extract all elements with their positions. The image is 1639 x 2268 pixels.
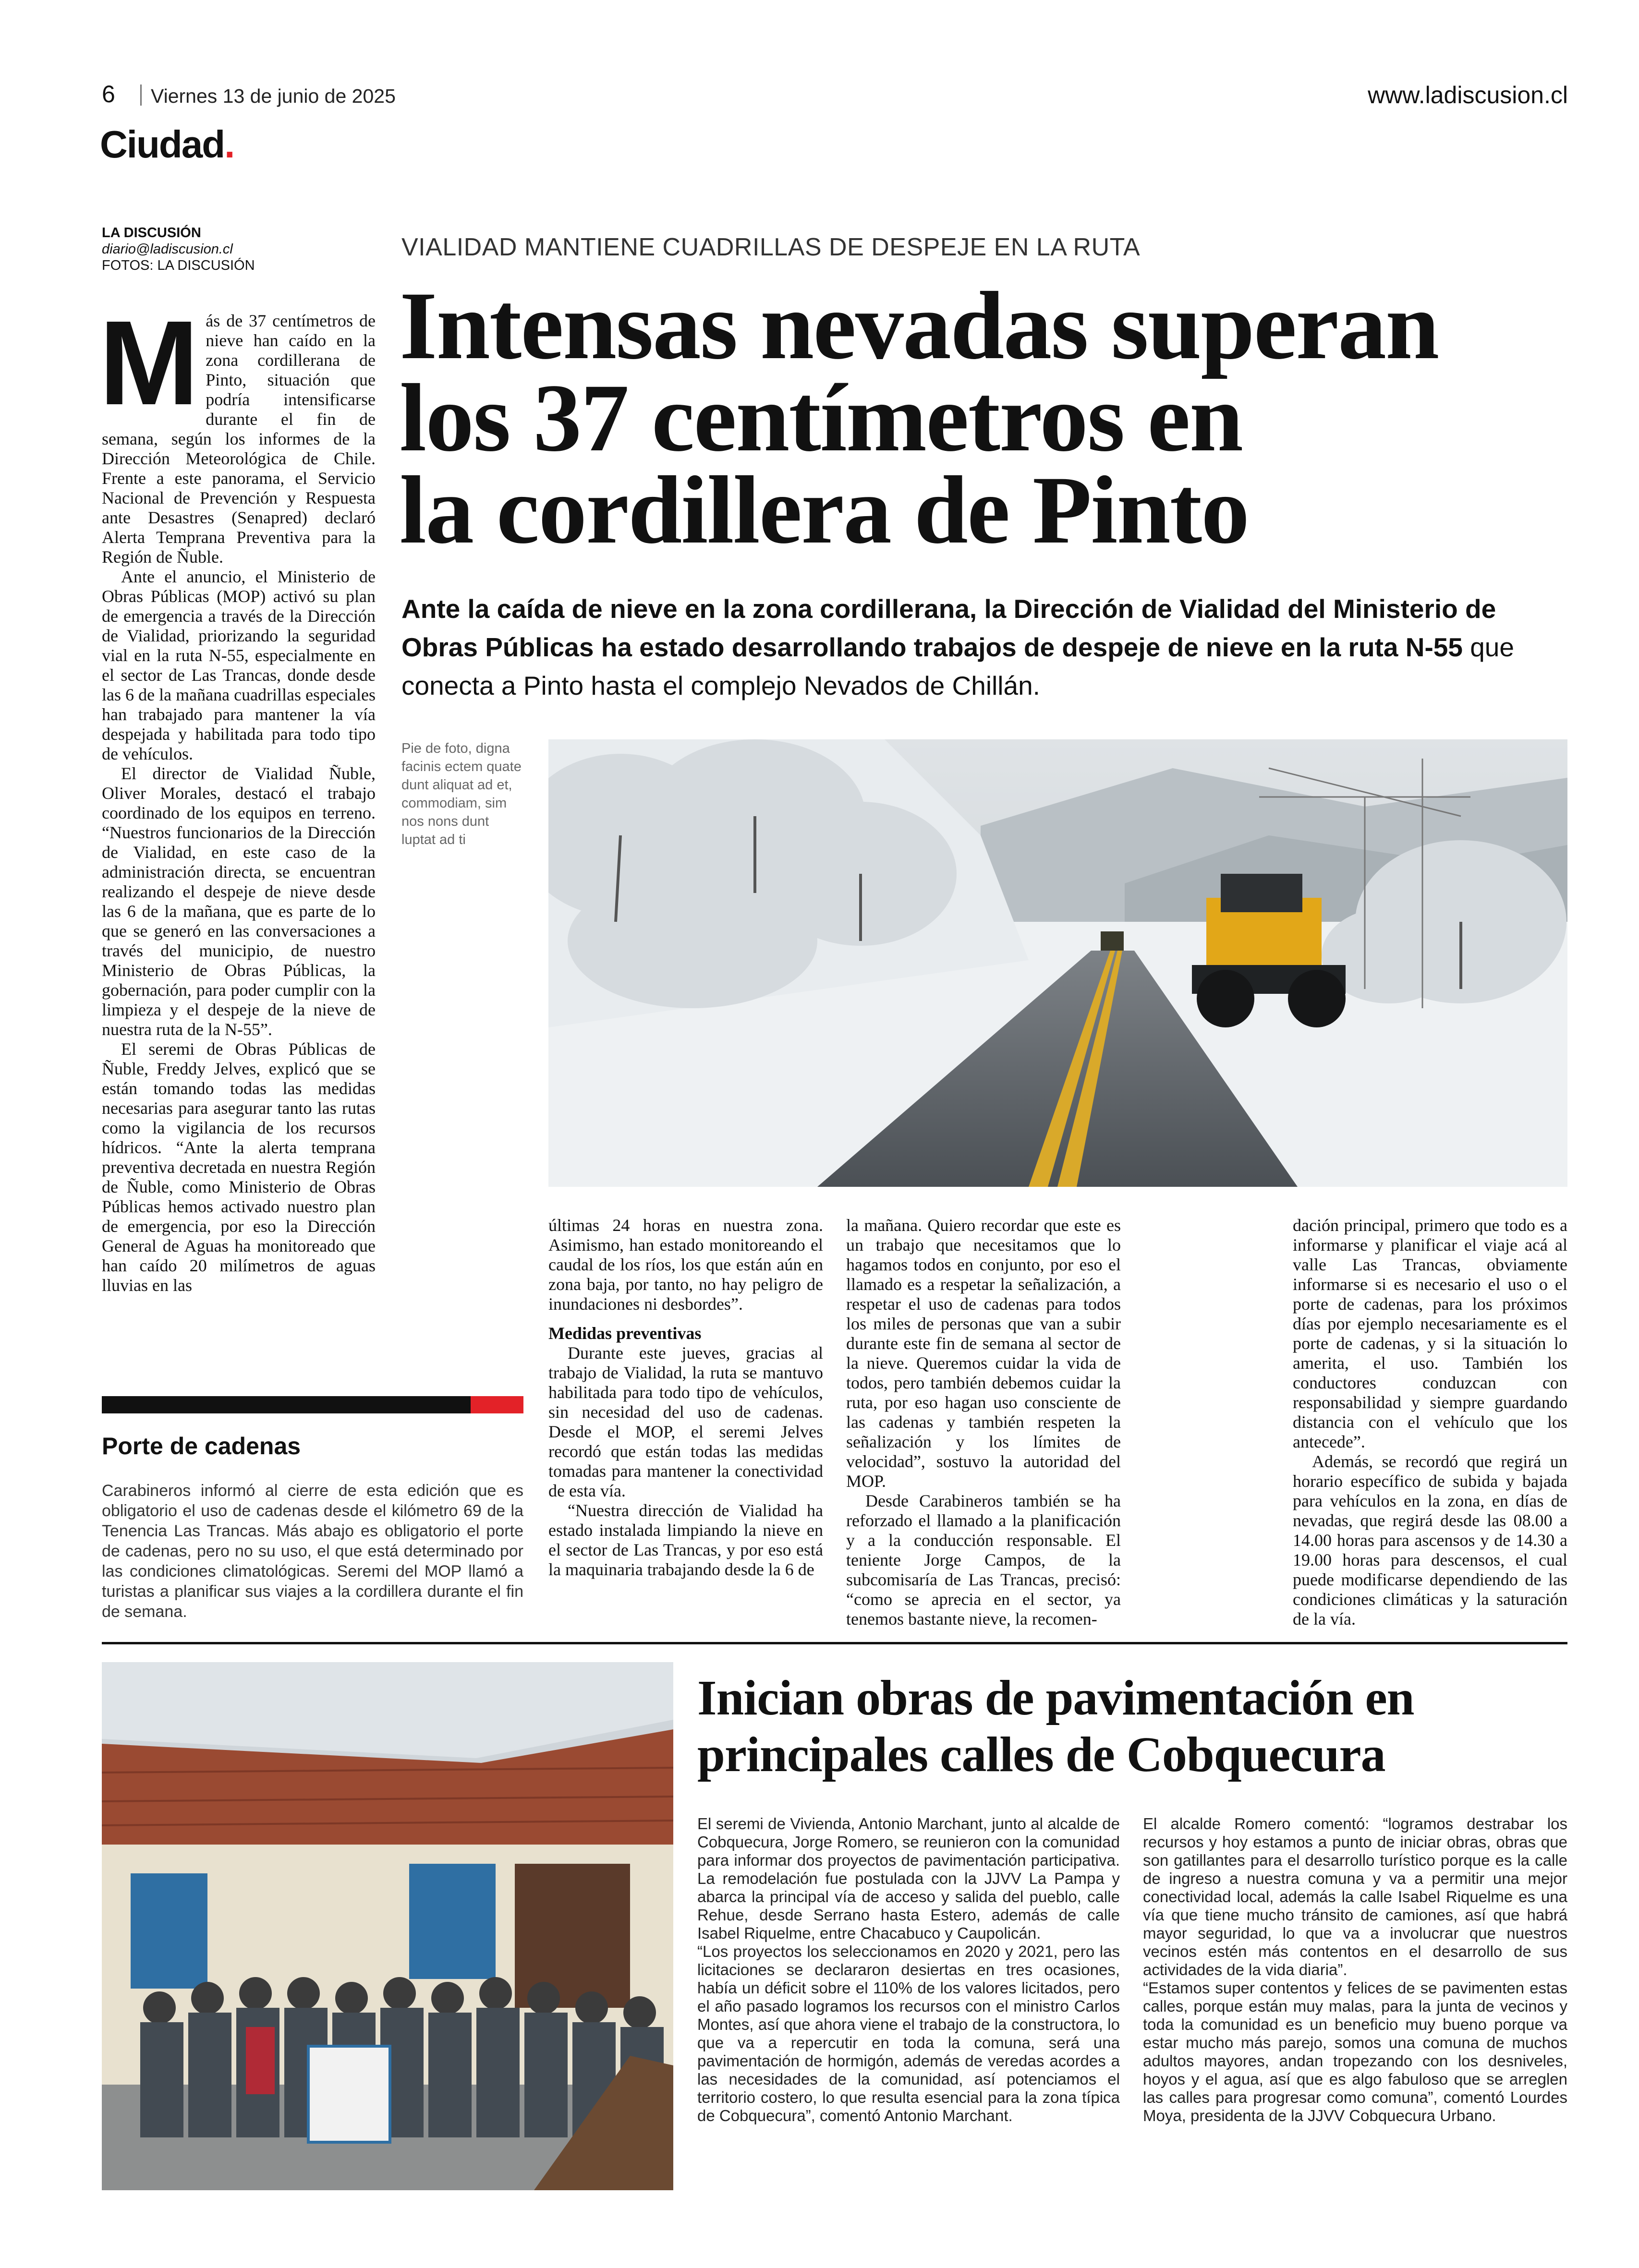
col4-paragraph-2: Además, se recordó que regirá un horario específico de subida y bajada para vehículos en la zona, en días de nevadas, que regirá desde las 08.00 a 14.00 horas para ascensos y de 14.30 a 19.00 horas para descensos, el cual puede modificarse dependiendo de las condiciones climáticas y la saturación de la vía. [1293, 1452, 1567, 1629]
lead-bold: Ante la caída de nieve en la zona cordillerana, la Dirección de Vialidad del Ministerio de Obras Públicas ha estado desarrollando trabajos de despeje de nieve en la ruta N-55 [401, 594, 1496, 662]
second-col1-paragraph-1: El seremi de Vivienda, Antonio Marchant, junto al alcalde de Cobquecura, Jorge Romero, se reunieron con la comunidad para informar dos proyectos de pavimentación participativa. La remodelación fue postulada con la JJVV La Pampa y abarca la principal vía de acceso y salida del pueblo, calle Rehue, desde Serrano hasta Estero, además de calle Isabel Riquelme, entre Chacabuco y Caupolicán. [697, 1815, 1120, 1942]
second-photo [102, 1662, 673, 2190]
page-number: 6 [102, 81, 115, 108]
col1-paragraph-4: El seremi de Obras Públicas de Ñuble, Freddy Jelves, explicó que se están tomando todas las medidas necesarias para asegurar tanto las rutas como la vigilancia de los recursos hídricos. “Ante la alerta temprana preventiva decretada en nuestra Región de Ñuble, como Ministerio de Obras Públicas hemos activado nuestro plan de emergencia, por eso la Dirección General de Aguas ha monitoreado que han caído 20 milímetros de aguas lluvias en las [102, 1039, 376, 1295]
article-column-2 [548, 1216, 823, 1580]
col2-subhead: Medidas preventivas [548, 1324, 702, 1343]
second-col1-paragraph-2: “Los proyectos los seleccionamos en 2020 y 2021, pero las licitaciones se declararon desiertas en tres ocasiones, había un déficit sobre el 110% de los valores licitados, pero el año pasado logramos los recursos con el ministro Carlos Montes, así que ahora viene el trabajo de la constructora, lo que va a repercutir en toda la comuna, será una pavimentación de hormigón, además de veredas acordes a las necesidades de la comunidad, así potenciamos el territorio costero, lo que resulta esencial para la zona típica de Cobquecura”, comentó Antonio Marchant. [697, 1942, 1120, 2124]
second-headline-line-1: Inician obras de pavimentación en [697, 1670, 1414, 1725]
col1-first-paragraph: ás de 37 centímetros de nieve han caído en la zona cordillerana de Pinto, situación que podría intensificarse durante el fin de semana, según los informes de la Dirección Meteorológica de Chile. Frente a este panorama, el Servicio Nacional de Prevención y Respuesta ante Desastres (Senapred) declaró Alerta Temprana Preventiva para la Región de Ñuble. [102, 311, 376, 567]
article-kicker: VIALIDAD MANTIENE CUADRILLAS DE DESPEJE EN LA RUTA [401, 233, 1141, 261]
article-lead [401, 590, 1564, 705]
sidebar-title: Porte de cadenas [102, 1433, 301, 1460]
col1-paragraph-3: El director de Vialidad Ñuble, Oliver Morales, destacó el trabajo coordinado de los equipos en terreno. “Nuestros funcionarios de la Dirección de Vialidad, en este caso de la administración directa, se encuentran realizando el despeje de nieve desde las 6 de la mañana, que es parte de lo que se generó en las conversaciones a través del municipio, de nuestro Ministerio de Obras Públicas, la gobernación, para poder cumplir con la limpieza y el despeje de la nieve de nuestra ruta de la N-55”. [102, 764, 376, 1039]
col2-paragraph-3: “Nuestra dirección de Vialidad ha estado instalada limpiando la nieve en el sector de Las Trancas, y por eso está la maquinaria trabajando desde la 6 de [548, 1501, 823, 1579]
byline-email[interactable]: diario@ladiscusion.cl [102, 241, 233, 257]
col3-paragraph-2: Desde Carabineros también se ha reforzado el llamado a la planificación y a la conducción responsable. El teniente Jorge Campos, de la subcomisaría de Las Trancas, precisó: “como se aprecia en el sector, ya tenemos bastante nieve, la recomen- [846, 1491, 1121, 1629]
sidebar-body: Carabineros informó al cierre de esta edición que es obligatorio el uso de cadenas desde el kilómetro 69 de la Tenencia Las Trancas. Más abajo es obligatorio el porte de cadenas, pero no su uso, el que está determinado por las condiciones climatológicas. Seremi del MOP llamó a turistas a planificar sus viajes a la cordillera durante el fin de semana. [102, 1482, 523, 1621]
byline [102, 225, 255, 274]
article-column-4 [1293, 1216, 1567, 1629]
article-headline [400, 272, 1439, 564]
second-headline [697, 1670, 1414, 1783]
article-column-1 [99, 296, 376, 1295]
second-headline-line-2: principales calles de Cobquecura [697, 1727, 1385, 1782]
photo-caption: Pie de foto, digna facinis ectem quate dunt aliquat ad et, commodiam, sim nos nons dunt luptat ad ti [401, 741, 522, 847]
sidebar-top-bar [102, 1396, 471, 1413]
section-separator [102, 1642, 1567, 1644]
headline-line-2: los 37 centímetros en [400, 364, 1243, 471]
article-column-3 [846, 1216, 1121, 1629]
col2-paragraph-2: Durante este jueves, gracias al trabajo de Vialidad, la ruta se mantuvo habilitada para todo tipo de vehículos, sin necesidad del uso de cadenas. Desde el MOP, el seremi Jelves recordó que están todas las medidas tomadas para mantener la conectividad de esta vía. [548, 1343, 823, 1500]
section-title [100, 123, 234, 166]
lead-regular: que conecta a Pinto hasta el complejo Nevados de Chillán. [401, 632, 1514, 700]
second-column-1 [697, 1815, 1120, 2125]
section-dot: . [224, 123, 234, 166]
snowy-road-photo [548, 739, 1567, 1187]
byline-photos: FOTOS: LA DISCUSIÓN [102, 258, 255, 273]
col3-paragraph-1: la mañana. Quiero recordar que este es un trabajo que necesitamos que lo hagamos todos en conjunto, por eso el llamado es a respetar la señalización, a respetar el uso de cadenas para todos los miles de personas que van a subir durante este fin de semana al sector de la nieve. Queremos cuidar la vida de todos, pero también debemos cuidar la ruta, por eso hagan uso consciente de las cadenas y también respeten la señalización y los límites de velocidad”, sostuvo la autoridad del MOP. [846, 1216, 1121, 1491]
main-photo [548, 739, 1567, 1187]
headline-line-3: la cordillera de Pinto [400, 456, 1249, 564]
section-label: Ciudad [100, 123, 225, 166]
header-divider [140, 84, 142, 106]
website-link[interactable]: www.ladiscusion.cl [1368, 82, 1568, 109]
second-col2-paragraph-2: “Estamos super contentos y felices de se pavimenten estas calles, porque están muy malas, para la junta de vecinos y toda la comunidad es un beneficio muy bueno porque va estar mucho más parejo, somos una comuna de muchos adultos mayores, andan tropezando con los desniveles, hoyos y el agua, así que es algo fabuloso que se arreglen las calles para progresar como comuna”, comentó Lourdes Moya, presidenta de la JJVV Cobquecura Urbano. [1143, 1979, 1567, 2124]
dropcap: M [99, 296, 199, 430]
second-col2-paragraph-1: El alcalde Romero comentó: “logramos destrabar los recursos y hoy estamos a punto de iniciar obras, obras que son gatillantes para el desarrollo turístico porque es la calle de ingreso a nuestra comuna y va a permitir una mejor conectividad local, además la calle Isabel Riquelme es una vía que tiene mucho tránsito de camiones, así que habrá mayor seguridad, lo que va a involucrar que nuestros vecinos estén más contentos en el desarrollo de sus actividades de la vida diaria”. [1143, 1815, 1567, 1978]
col2-paragraph-1: últimas 24 horas en nuestra zona. Asimismo, han estado monitoreando el caudal de los ríos, los que están aún en zona baja, por tanto, no hay peligro de inundaciones ni desbordes”. [548, 1216, 823, 1314]
group-photo [102, 1662, 673, 2190]
sidebar-accent-bar [471, 1396, 523, 1413]
headline-line-1: Intensas nevadas superan [400, 272, 1439, 379]
second-column-2 [1143, 1815, 1567, 2125]
col4-paragraph-1: dación principal, primero que todo es a informarse y planificar el viaje acá al valle Las Trancas, obviamente informarse si es necesario el uso o el porte de cadenas, para los próximos días por ejemplo necesariamente es el porte de cadenas, y si la situación lo amerita, el uso. También los conductores conduzcan con responsabilidad y siempre guardando distancia con el vehículo que los antecede”. [1293, 1216, 1567, 1451]
col1-paragraph-2: Ante el anuncio, el Ministerio de Obras Públicas (MOP) activó su plan de emergencia a través de la Dirección de Vialidad, priorizando la seguridad vial en la ruta N-55, especialmente en el sector de Las Trancas, donde desde las 6 de la mañana cuadrillas especiales han trabajado para mantener la vía despejada y habilitada para todo tipo de vehículos. [102, 567, 376, 763]
byline-outlet: LA DISCUSIÓN [102, 225, 201, 241]
issue-date: Viernes 13 de junio de 2025 [151, 85, 396, 107]
